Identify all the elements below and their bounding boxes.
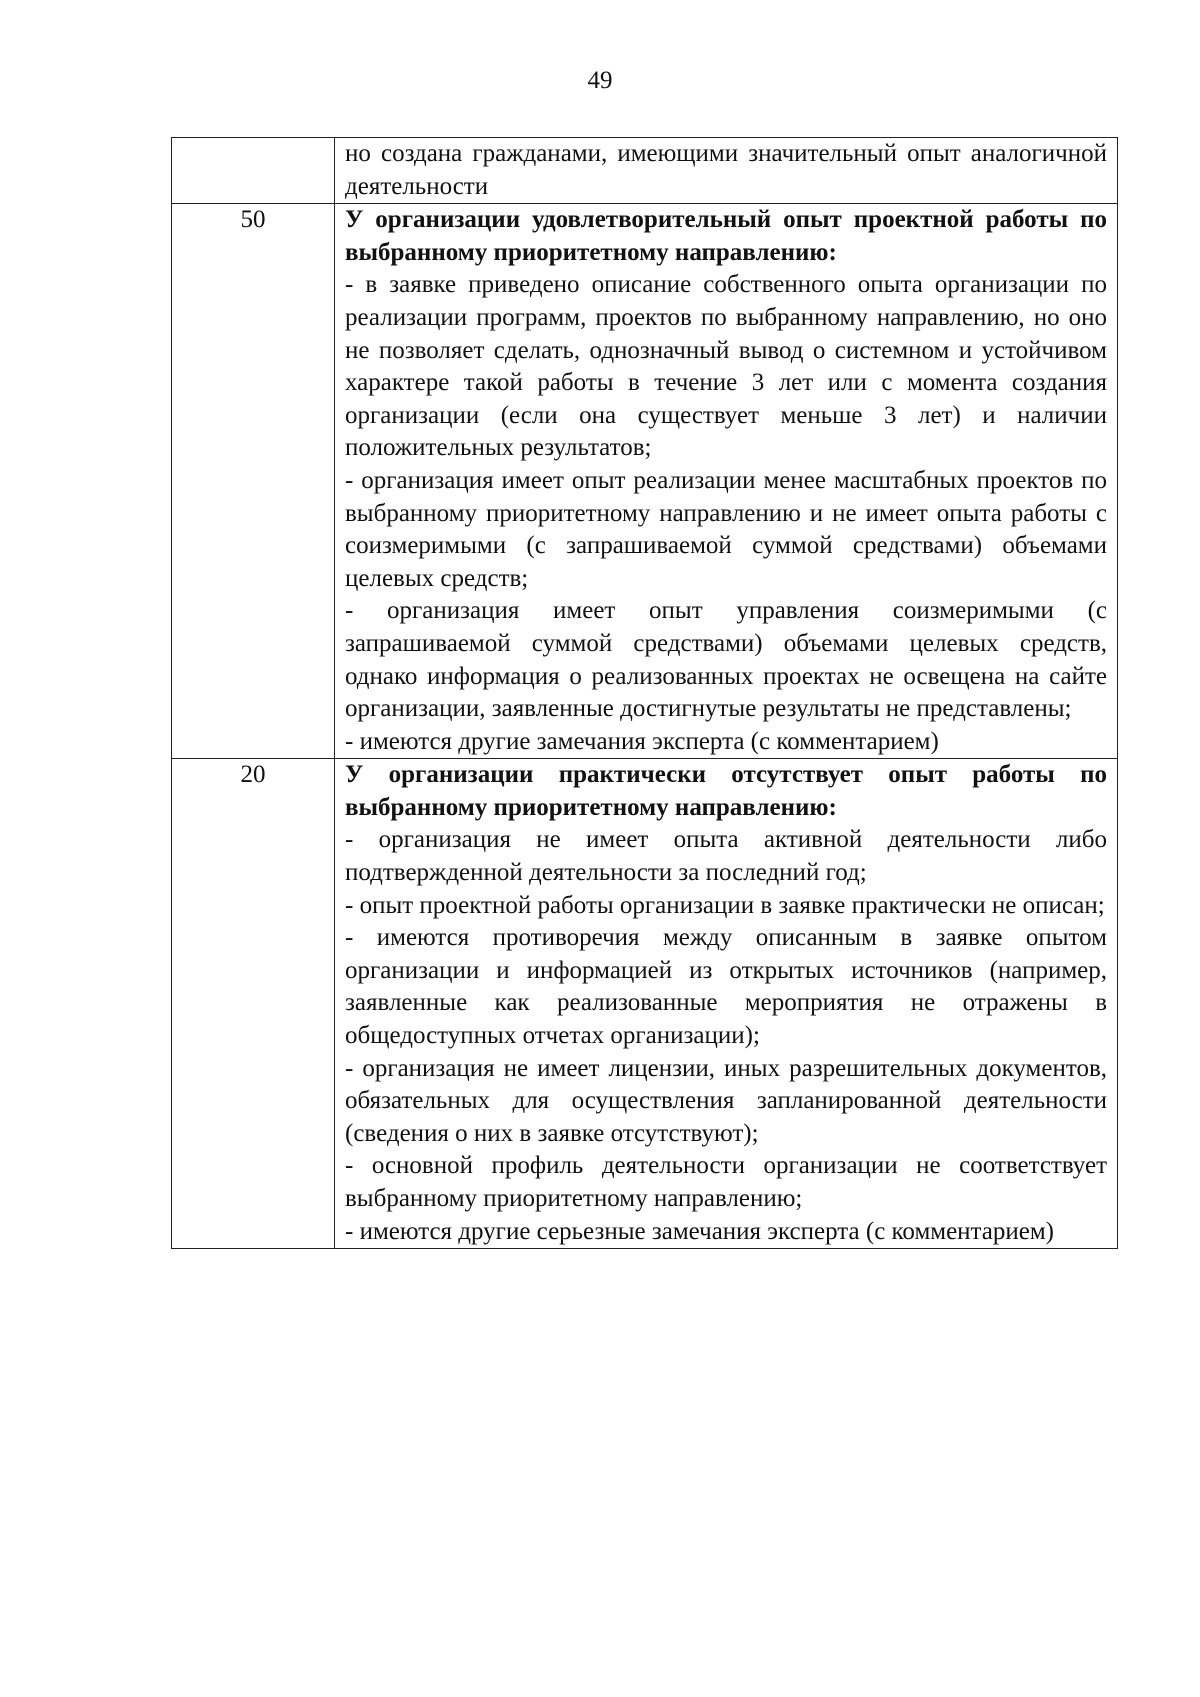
table-row: [172, 138, 1118, 204]
description-cell: [335, 138, 1118, 204]
page-number: 49: [587, 67, 613, 94]
score-cell: 20: [172, 759, 335, 1249]
criterion-item: - имеются другие замечания эксперта (с комментарием): [345, 727, 939, 755]
criteria-table: [171, 137, 1118, 1249]
criterion-item: - организация имеет опыт управления соизмеримыми (с запрашиваемой суммой средствами) объемами целевых средств, однако информация о реализованных проектах не освещена на сайте организации, заявленные достигнутые результаты не представлены;: [345, 597, 1107, 723]
criterion-item: - организация не имеет опыта активной деятельности либо подтвержденной деятельности за последний год;: [345, 826, 1107, 887]
criterion-heading: У организации практически отсутствует опыт работы по выбранному приоритетному направлению:: [345, 761, 1107, 821]
criterion-item: - в заявке приведено описание собственного опыта организации по реализации программ, проектов по выбранному направлению, но оно не позволяет сделать, однозначный вывод о системном и устойчивом характере такой работы в течение 3 лет или с момента создания организации (если она существует меньше 3 лет) и наличии положительных результатов;: [345, 271, 1107, 462]
criterion-item: - основной профиль деятельности организации не соответствует выбранному приоритетному направлению;: [345, 1152, 1107, 1212]
score-cell: 50: [172, 204, 335, 759]
criterion-item: - опыт проектной работы организации в заявке практически не описан;: [345, 891, 1105, 919]
score-cell: [172, 138, 335, 204]
criterion-item: - организация не имеет лицензии, иных разрешительных документов, обязательных для осуществления запланированной деятельности (сведения о них в заявке отсутствуют);: [345, 1054, 1107, 1147]
criterion-heading: У организации удовлетворительный опыт проектной работы по выбранному приоритетному направлению:: [345, 206, 1107, 266]
table-row: [172, 759, 1118, 1249]
description-cell: [335, 759, 1118, 1249]
criterion-item: - организация имеет опыт реализации менее масштабных проектов по выбранному приоритетному направлению и не имеет опыта работы с соизмеримыми (с запрашиваемой суммой средствами) объемами целевых средств;: [345, 466, 1107, 592]
table-row: [172, 204, 1118, 759]
criterion-item: - имеются противоречия между описанным в заявке опытом организации и информацией из открытых источников (например, заявленные как реализованные мероприятия не отражены в общедоступных отчетах организации);: [345, 924, 1107, 1050]
criterion-item: - имеются другие серьезные замечания эксперта (с комментарием): [345, 1217, 1055, 1245]
criterion-item: но создана гражданами, имеющими значительный опыт аналогичной деятельности: [345, 140, 1107, 200]
description-cell: [335, 204, 1118, 759]
